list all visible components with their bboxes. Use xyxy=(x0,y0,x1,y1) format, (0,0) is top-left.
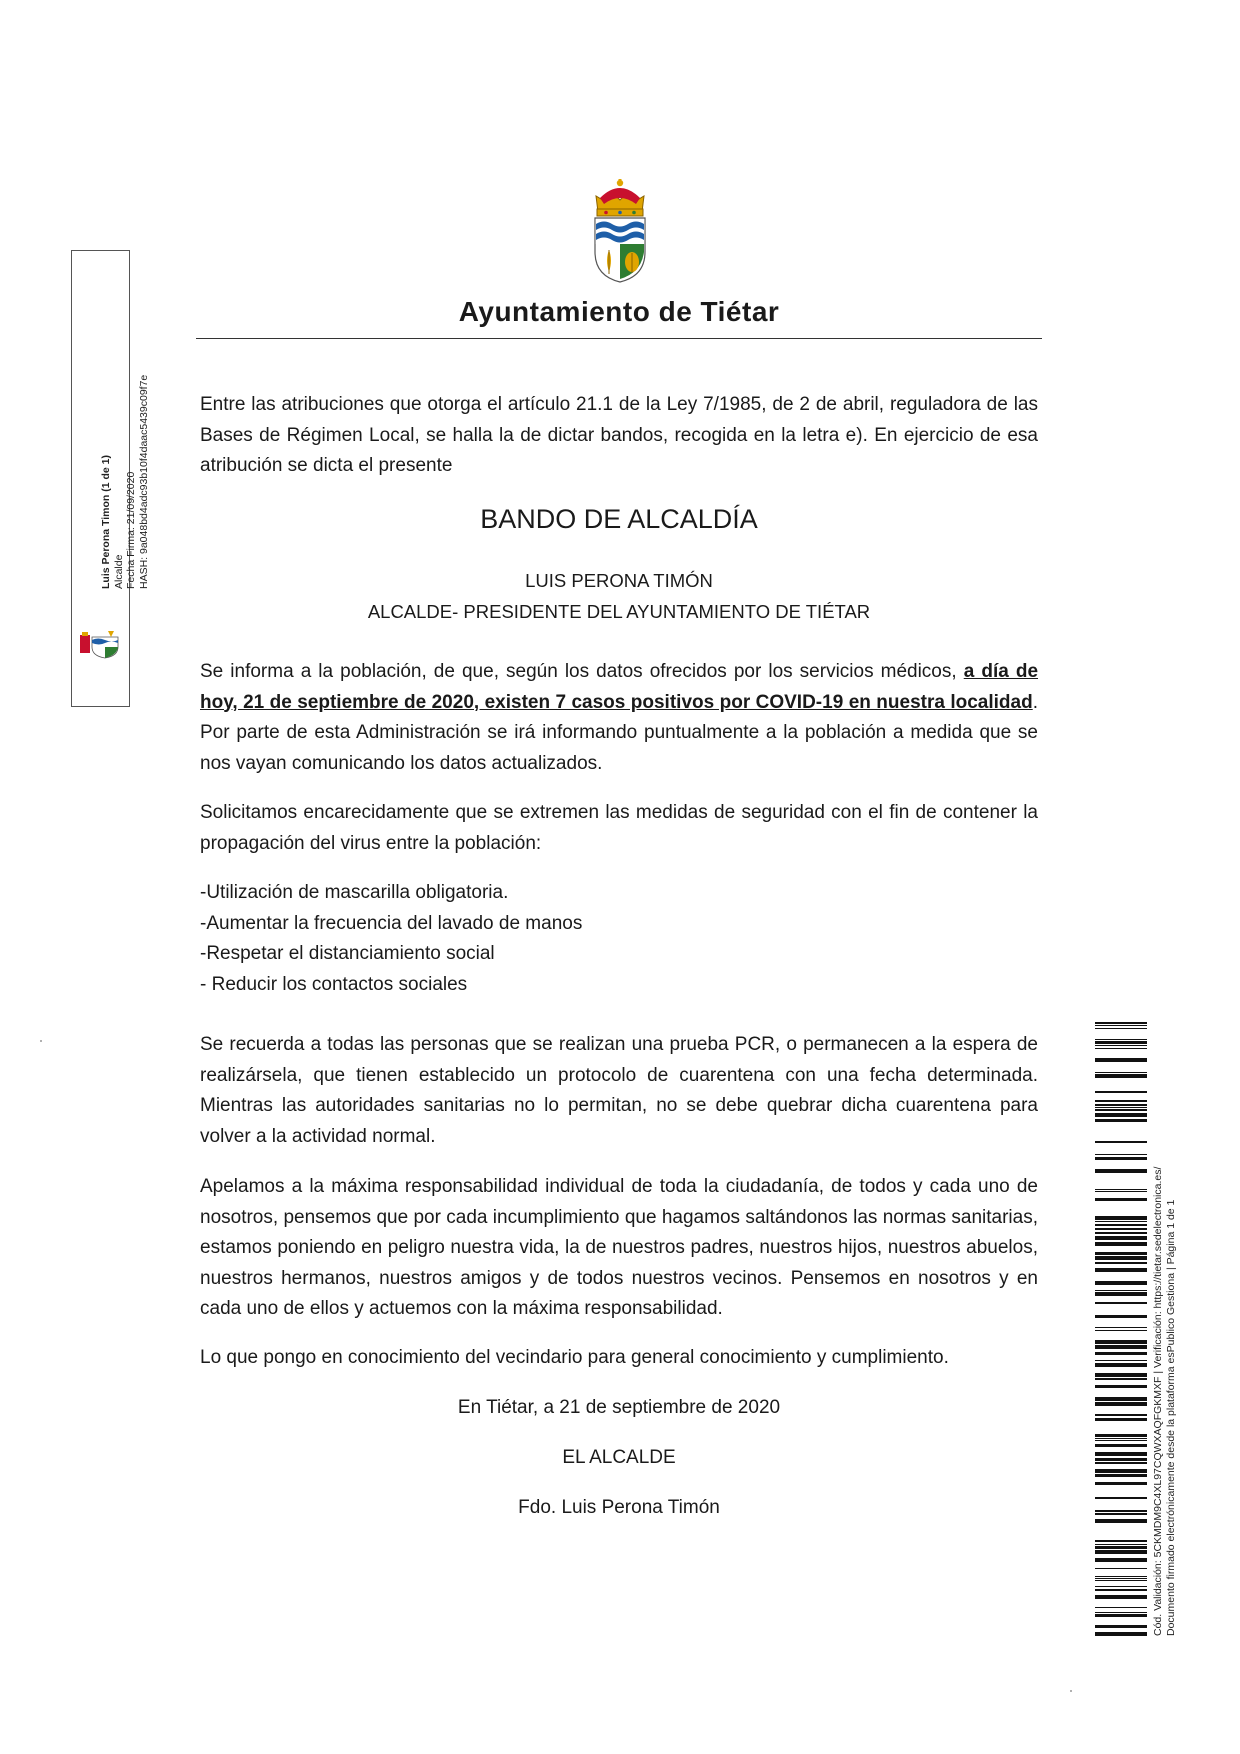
signature-title: EL ALCALDE xyxy=(562,1447,676,1468)
list-item: -Utilización de mascarilla obligatoria. xyxy=(200,882,509,903)
barcode-bar xyxy=(1095,1513,1147,1515)
barcode-bar xyxy=(1095,1352,1147,1355)
barcode-bar xyxy=(1095,1540,1147,1542)
barcode-bar xyxy=(1095,1452,1147,1456)
barcode-bar xyxy=(1095,1510,1147,1512)
barcode-bar xyxy=(1095,1519,1147,1523)
barcode-bar xyxy=(1095,1141,1147,1143)
barcode-bar xyxy=(1095,1414,1147,1416)
barcode-bar xyxy=(1095,1586,1147,1587)
barcode-bar xyxy=(1095,1474,1147,1477)
barcode-bar xyxy=(1095,1550,1147,1554)
title-divider xyxy=(196,338,1042,339)
barcode-bar xyxy=(1095,1578,1147,1579)
stamp-hash: HASH: 9a048bd4adc93b10f4daac5439c09f7e xyxy=(137,374,150,589)
request-paragraph xyxy=(200,798,1038,859)
barcode-bar xyxy=(1095,1236,1147,1240)
barcode-bar xyxy=(1095,1039,1147,1040)
barcode-bar xyxy=(1095,1242,1147,1246)
barcode-bar xyxy=(1095,1048,1147,1049)
measures-list xyxy=(200,878,1038,1000)
stamp-signer: Luis Perona Timon (1 de 1) xyxy=(100,455,112,589)
barcode-bar xyxy=(1095,1302,1147,1304)
barcode-bar xyxy=(1095,1469,1147,1473)
barcode-bar xyxy=(1095,1224,1147,1226)
barcode-bar xyxy=(1095,1041,1147,1044)
barcode-bar xyxy=(1095,1290,1147,1291)
bando-title: BANDO DE ALCALDÍA xyxy=(480,504,758,534)
barcode-bar xyxy=(1095,1397,1147,1401)
validation-platform: Documento firmado electrónicamente desde la plataforma esPublico Gestiona | Página 1 de 1 xyxy=(1165,1199,1177,1636)
barcode-bar xyxy=(1095,1022,1147,1024)
info-highlight: a día de hoy, 21 de septiembre de 2020, existen 7 casos positivos por COVID-19 en nuestra localidad xyxy=(200,661,1039,713)
barcode-bar xyxy=(1095,1100,1147,1102)
barcode-bar xyxy=(1095,1482,1147,1485)
info-lead: Se informa a la población, de que, según los datos ofrecidos por los servicios médicos, xyxy=(200,661,964,682)
barcode-bar xyxy=(1095,1025,1147,1026)
barcode-bar xyxy=(1095,1268,1147,1272)
barcode-bar xyxy=(1095,1169,1147,1173)
stamp-date: Fecha Firma: 21/09/2020 xyxy=(125,471,137,589)
barcode-bar xyxy=(1095,1119,1147,1122)
barcode-bar xyxy=(1095,1558,1147,1562)
barcode-bar xyxy=(1095,1544,1147,1545)
barcode-bar xyxy=(1095,1438,1147,1439)
barcode-bar xyxy=(1095,1232,1147,1234)
barcode-bar xyxy=(1095,1458,1147,1461)
barcode-bar xyxy=(1095,1262,1147,1264)
barcode-bar xyxy=(1095,1315,1147,1318)
signer-name: LUIS PERONA TIMÓN xyxy=(525,570,713,591)
barcode-bar xyxy=(1095,1363,1147,1367)
closing-text: Lo que pongo en conocimiento del vecindario para general conocimiento y cumplimiento. xyxy=(200,1347,949,1368)
barcode-bar xyxy=(1095,1360,1147,1361)
list-item: - Reducir los contactos sociales xyxy=(200,973,468,995)
barcode-bar xyxy=(1095,1378,1147,1380)
signature-stamp xyxy=(71,250,150,707)
barcode-bar xyxy=(1095,1191,1147,1192)
barcode-bar xyxy=(1095,1462,1147,1464)
barcode-bar xyxy=(1095,1216,1147,1220)
pcr-paragraph xyxy=(200,1030,1038,1152)
place-date: En Tiétar, a 21 de septiembre de 2020 xyxy=(457,1397,781,1418)
info-tail: . Por parte de esta Administración se irá informando puntualmente a la población a medida que se nos vayan comunicando los datos actualizados. xyxy=(200,691,1038,774)
barcode-bar xyxy=(1095,1612,1147,1613)
barcode-bar xyxy=(1095,1074,1147,1078)
barcode-bar xyxy=(1095,1281,1147,1285)
scan-speck xyxy=(1070,1690,1072,1692)
barcode-bar xyxy=(1095,1107,1147,1108)
barcode-bar xyxy=(1095,1595,1147,1599)
list-item: -Aumentar la frecuencia del lavado de manos xyxy=(200,912,583,934)
barcode-bar xyxy=(1095,1045,1147,1046)
barcode-bar xyxy=(1095,1228,1147,1230)
barcode-bar xyxy=(1095,1632,1147,1636)
barcode-bar xyxy=(1095,1444,1147,1447)
scan-speck xyxy=(40,1040,42,1042)
barcode-bar xyxy=(1095,1221,1147,1222)
intro-text: Entre las atribuciones que otorga el artículo 21.1 de la Ley 7/1985, de 2 de abril, reguladora de las Bases de Régimen Local, se halla la de dictar bandos, recogida en la letra e). En ejercicio de esa atribución se dicta el presente xyxy=(200,394,1038,476)
validation-text xyxy=(1152,1076,1178,1636)
barcode-bar xyxy=(1095,1546,1147,1549)
stamp-role: Alcalde xyxy=(112,554,125,589)
barcode-bar xyxy=(1095,1440,1147,1441)
request-text: Solicitamos encarecidamente que se extremen las medidas de seguridad con el fin de contener la propagación del virus entre la población: xyxy=(200,802,1038,854)
barcode-bar xyxy=(1095,1614,1147,1617)
barcode-bar xyxy=(1095,1625,1147,1628)
signature-name: Fdo. Luis Perona Timón xyxy=(518,1497,720,1518)
barcode-bar xyxy=(1095,1198,1147,1201)
barcode-bar xyxy=(1095,1607,1147,1608)
signer-block xyxy=(196,565,1042,627)
barcode-bar xyxy=(1095,1340,1147,1344)
barcode-bar xyxy=(1095,1113,1147,1117)
barcode-bar xyxy=(1095,1091,1147,1093)
barcode-bar xyxy=(1095,1292,1147,1296)
barcode-bar xyxy=(1095,1154,1147,1155)
appeal-paragraph xyxy=(200,1172,1038,1325)
barcode-bar xyxy=(1095,1497,1147,1499)
barcode-bar xyxy=(1095,1104,1147,1106)
barcode-bar xyxy=(1095,1330,1147,1331)
stamp-text xyxy=(100,289,150,589)
intro-paragraph xyxy=(200,390,1038,482)
barcode-bar xyxy=(1095,1256,1147,1260)
page-title: Ayuntamiento de Tiétar xyxy=(458,296,780,327)
barcode-bar xyxy=(1095,1345,1147,1349)
stamp-crest-icon xyxy=(78,629,122,659)
list-item: -Respetar el distanciamiento social xyxy=(200,943,495,964)
pcr-text: Se recuerda a todas las personas que se realizan una prueba PCR, o permanecen a la espera de realizársela, que tienen establecido un protocolo de cuarentena con una fecha determinada. Mientras las autoridades sanitarias no lo permitan, no se debe quebrar dicha cuarentena para volver a la actividad normal. xyxy=(200,1034,1038,1147)
coat-of-arms-icon xyxy=(588,178,652,284)
barcode-bar xyxy=(1095,1373,1147,1377)
barcode-bar xyxy=(1095,1327,1147,1328)
barcode-bar xyxy=(1095,1058,1147,1062)
barcode-bar xyxy=(1095,1434,1147,1437)
barcode-bar xyxy=(1095,1072,1147,1073)
barcode-bar xyxy=(1095,1576,1147,1577)
validation-barcode-icon xyxy=(1095,1022,1147,1638)
signer-role: ALCALDE- PRESIDENTE DEL AYUNTAMIENTO DE TIÉTAR xyxy=(367,601,871,622)
barcode-bar xyxy=(1095,1418,1147,1421)
barcode-bar xyxy=(1095,1252,1147,1255)
barcode-bar xyxy=(1095,1189,1147,1190)
info-paragraph xyxy=(200,657,1038,779)
barcode-bar xyxy=(1095,1589,1147,1591)
barcode-bar xyxy=(1095,1385,1147,1388)
barcode-bar xyxy=(1095,1157,1147,1160)
barcode-bar xyxy=(1095,1028,1147,1029)
barcode-bar xyxy=(1095,1402,1147,1406)
appeal-text: Apelamos a la máxima responsabilidad individual de toda la ciudadanía, de todos y cada uno de nosotros, pensemos que por cada incumplimiento que hagamos saltándonos las normas sanitarias, estamos poniendo en peligro nuestra vida, la de nuestros padres, nuestros hijos, nuestros abuelos, nuestros hermanos, nuestros amigos y de todos nuestros vecinos. Pensemos en nosotros y en cada uno de ellos y actuemos con la máxima responsabilidad. xyxy=(200,1176,1038,1319)
barcode-bar xyxy=(1095,1568,1147,1569)
barcode-bar xyxy=(1095,1109,1147,1111)
barcode-bar xyxy=(1095,1580,1147,1581)
validation-code: Cód. Validación: 5CKMDM9C4XL97CQWXAQFGKMXF | Verificación: https://tietar.sedelectronica.es/ xyxy=(1152,1166,1164,1636)
